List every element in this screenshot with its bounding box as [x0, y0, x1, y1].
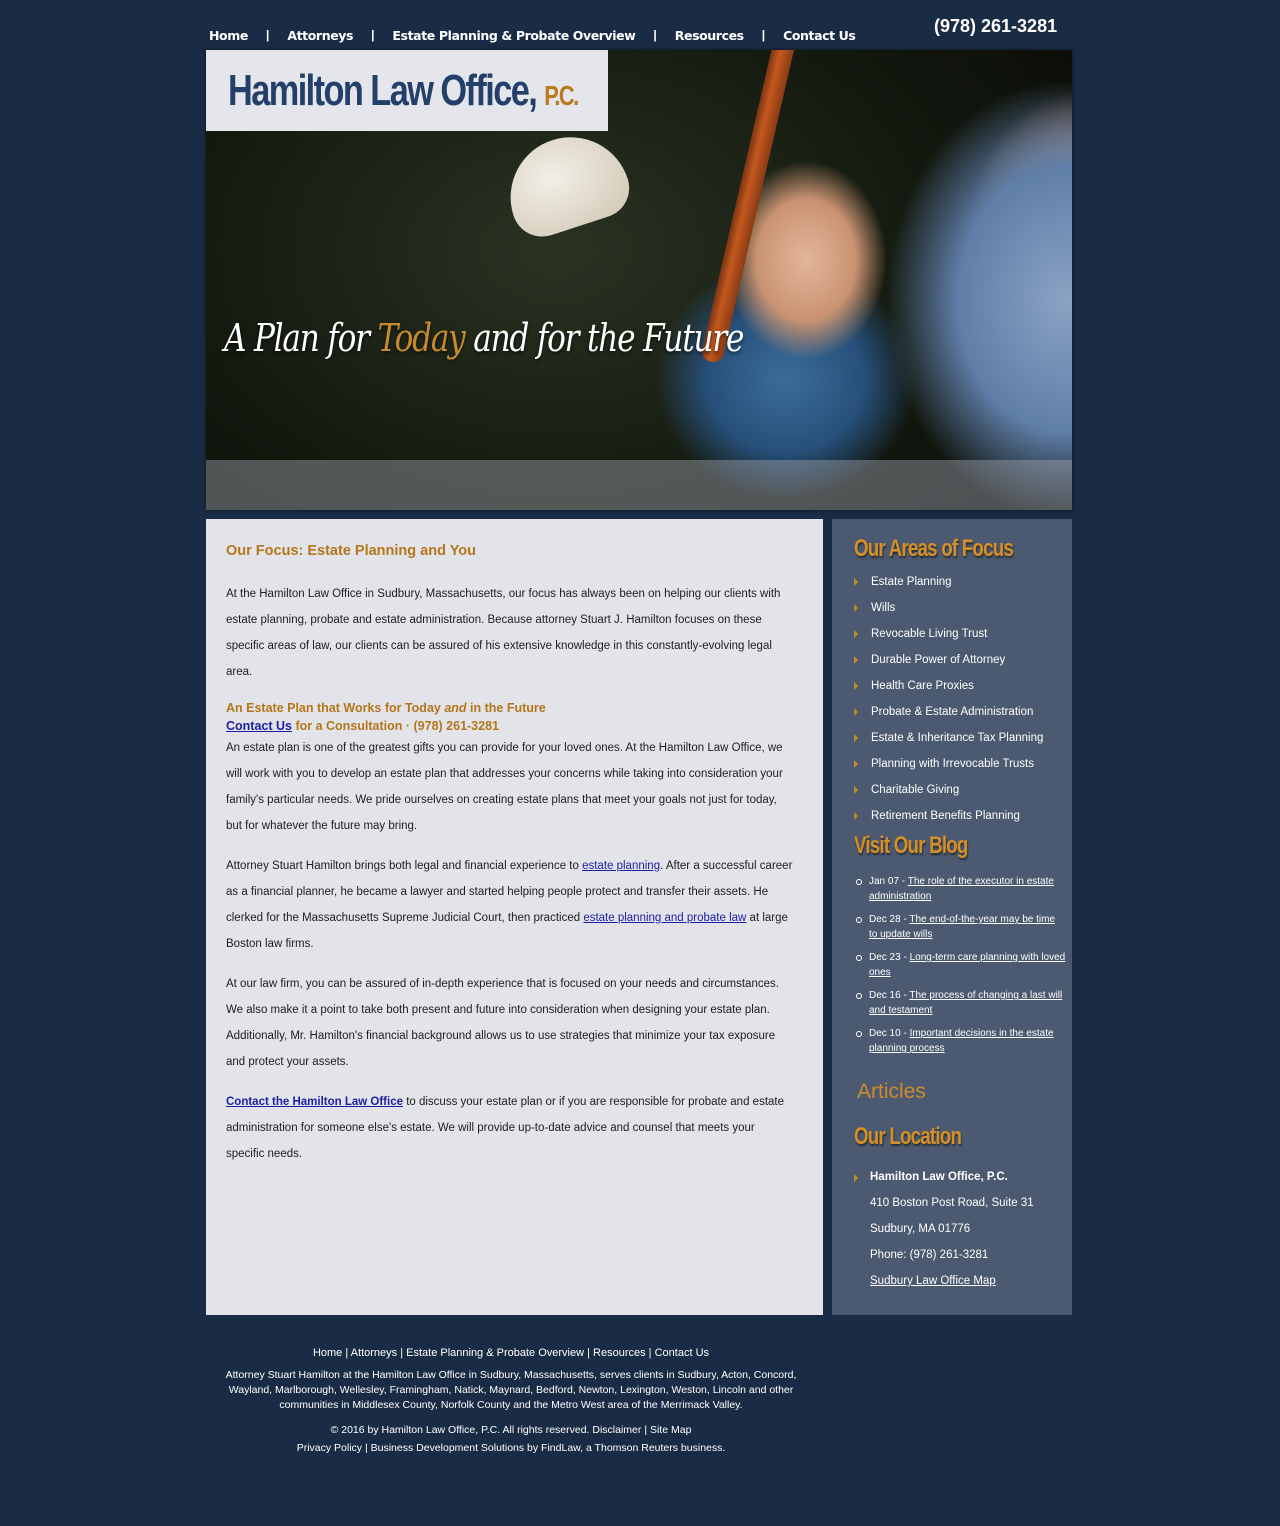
- heading-emphasis: and: [444, 701, 467, 715]
- nav-separator: |: [653, 28, 657, 42]
- nav-separator: |: [761, 28, 766, 42]
- focus-item[interactable]: [854, 783, 1043, 809]
- logo: [228, 66, 578, 116]
- blog-post-link[interactable]: Long-term care planning with loved ones: [869, 952, 1066, 978]
- blog-post-link[interactable]: Important decisions in the estate planning process: [869, 1028, 1054, 1054]
- focus-item[interactable]: [854, 679, 1043, 705]
- tagline-after: and for the Future: [464, 316, 744, 360]
- blog-post-link[interactable]: The role of the executor in estate administration: [869, 876, 1054, 902]
- blog-post-link[interactable]: The end-of-the-year may be time to update wills: [869, 914, 1056, 940]
- nav-separator: |: [265, 28, 270, 42]
- arrow-icon: [854, 1174, 858, 1182]
- focus-item-label: Revocable Living Trust: [871, 628, 988, 640]
- focus-item[interactable]: [854, 653, 1043, 679]
- focus-item-label: Retirement Benefits Planning: [871, 810, 1020, 822]
- focus-item-label: Durable Power of Attorney: [871, 654, 1006, 666]
- tagline-before: A Plan for: [224, 316, 378, 360]
- focus-item-label: Planning with Irrevocable Trusts: [871, 758, 1034, 770]
- focus-title: Our Areas of Focus: [854, 535, 1013, 562]
- circle-bullet-icon: [856, 917, 862, 923]
- focus-item-label: Estate & Inheritance Tax Planning: [871, 732, 1044, 744]
- location-title: Our Location: [854, 1123, 962, 1150]
- arrow-icon: [854, 786, 858, 794]
- nav-contact[interactable]: Contact Us: [783, 27, 856, 43]
- intro-paragraph: At the Hamilton Law Office in Sudbury, Massachusetts, our focus has always been on helping our clients with estate planning, probate and estate administration. Because attorney Stuart J. Hamilton focuses on these specific areas of law, our clients can be assured of his extensive knowledge in this constantly-evolving legal area.: [226, 588, 781, 678]
- heading-part: An Estate Plan that Works for Today: [226, 701, 445, 715]
- blog-post: [856, 874, 1066, 904]
- text-part: at large Boston law firms.: [226, 912, 788, 950]
- blog-post: [856, 988, 1066, 1018]
- blog-post: [856, 912, 1066, 942]
- consult-text: for a Consultation · (978) 261-3281: [291, 719, 499, 733]
- hero-banner: [206, 50, 1072, 510]
- footer-privacy-link[interactable]: Privacy Policy: [296, 1442, 363, 1454]
- header-phone: (978) 261-3281: [934, 16, 1058, 36]
- blog-title: Visit Our Blog: [854, 832, 968, 859]
- focus-list: [854, 575, 1043, 835]
- arrow-icon: [854, 812, 858, 820]
- focus-item[interactable]: [854, 601, 1043, 627]
- focus-item[interactable]: [854, 705, 1043, 731]
- focus-item[interactable]: [854, 731, 1043, 757]
- estate-plan-paragraph: An estate plan is one of the greatest gifts you can provide for your loved ones. At the Hamilton Law Office, we will work with you to develop an estate plan that addresses your concerns while taking into consideration your family's particular needs. We pride ourselves on creating estate plans that meet your goals not just for today, but for whatever the future may bring.: [226, 742, 783, 832]
- blog-date: Jan 07 -: [869, 876, 908, 887]
- articles-link[interactable]: Articles: [857, 1080, 926, 1103]
- arrow-icon: [854, 656, 858, 664]
- tagline-highlight: Today: [377, 316, 465, 360]
- nav-attorneys[interactable]: Attorneys: [287, 27, 354, 43]
- estate-planning-link[interactable]: estate planning: [582, 860, 661, 872]
- blog-post-link[interactable]: The process of changing a last will and testament: [869, 990, 1063, 1016]
- footer-nav-contact[interactable]: Contact Us: [654, 1347, 710, 1359]
- location-address-2: Sudbury, MA 01776: [870, 1223, 971, 1235]
- nav-separator: |: [371, 28, 375, 42]
- blog-date: Dec 28 -: [869, 914, 910, 925]
- hero-photo-cap: [495, 122, 637, 245]
- focus-item[interactable]: [854, 627, 1043, 653]
- focus-item-label: Health Care Proxies: [871, 680, 974, 692]
- hero-tagline: [224, 316, 743, 360]
- heading-part: in the Future: [466, 701, 546, 715]
- hero-band: [206, 460, 1072, 510]
- footer-nav-resources[interactable]: Resources: [593, 1347, 646, 1359]
- footer-nav: Home | Attorneys | Estate Planning & Probate Overview | Resources | Contact Us: [312, 1347, 710, 1359]
- experience-paragraph: At our law firm, you can be assured of in-depth experience that is focused on your needs and circumstances. We also make it a point to take both present and future into consideration when designing your estate plan. Additionally, Mr. Hamilton's financial background allows us to use strategies that minimize your tax exposure and protect your assets.: [226, 978, 779, 1068]
- footer-description: Attorney Stuart Hamilton at the Hamilton Law Office in Sudbury, Massachusetts, serves clients in Sudbury, Acton, Concord, Wayland, Marlborough, Wellesley, Framingham, Natick, Maynard, Bedford, Newton, Lexington, Weston, Lincoln and other communities in Middlesex County, Norfolk County and the Metro West area of the Merrimack Valley.: [225, 1369, 797, 1411]
- arrow-icon: [854, 630, 858, 638]
- focus-item-label: Estate Planning: [871, 576, 952, 588]
- location-phone: Phone: (978) 261-3281: [870, 1249, 989, 1261]
- logo-box[interactable]: [206, 50, 608, 131]
- focus-item-label: Wills: [871, 602, 896, 614]
- circle-bullet-icon: [856, 993, 862, 999]
- nav-home[interactable]: Home: [209, 27, 248, 43]
- contact-office-link[interactable]: Contact the Hamilton Law Office: [226, 1096, 403, 1108]
- main-content: [206, 519, 823, 1315]
- focus-item-label: Charitable Giving: [871, 784, 960, 796]
- estate-planning-probate-link[interactable]: estate planning and probate law: [583, 912, 747, 924]
- arrow-icon: [854, 578, 858, 586]
- footer-disclaimer-link[interactable]: Disclaimer: [592, 1424, 642, 1436]
- arrow-icon: [854, 708, 858, 716]
- page-title: Our Focus: Estate Planning and You: [226, 543, 477, 559]
- focus-item[interactable]: [854, 757, 1043, 783]
- footer-sitemap-link[interactable]: Site Map: [649, 1424, 692, 1436]
- blog-date: Dec 16 -: [869, 990, 910, 1001]
- sidebar: [832, 519, 1072, 1315]
- footer-privacy-row: Privacy Policy | Business Development Solutions by FindLaw, a Thomson Reuters business.: [296, 1442, 726, 1454]
- footer-nav-home[interactable]: Home: [312, 1347, 343, 1359]
- text-part: to discuss your estate plan or if you are responsible for probate and estate administration for someone else's estate. We will provide up-to-date advice and counsel that meets your specific needs.: [226, 1096, 784, 1160]
- footer-credit: Business Development Solutions by FindLaw, a Thomson Reuters business.: [370, 1442, 726, 1454]
- location-block: [854, 1170, 1034, 1300]
- nav-estate-planning[interactable]: Estate Planning & Probate Overview: [392, 27, 636, 43]
- location-address-1: 410 Boston Post Road, Suite 31: [870, 1197, 1034, 1209]
- footer: [206, 1347, 816, 1457]
- arrow-icon: [854, 604, 858, 612]
- footer-copyright: © 2016 by Hamilton Law Office, P.C. All rights reserved.: [330, 1424, 590, 1436]
- blog-list: [856, 874, 1066, 1064]
- text-part: . After a successful career as a financial planner, he became a lawyer and started helping people protect and transfer their assets. He clerked for the Massachusetts Supreme Judicial Court, then practiced: [226, 860, 793, 924]
- footer-nav-estate-planning[interactable]: Estate Planning & Probate Overview: [406, 1347, 585, 1359]
- contact-paragraph: [226, 1089, 793, 1167]
- attorney-paragraph: [226, 853, 793, 957]
- blog-post: [856, 1026, 1066, 1056]
- arrow-icon: [854, 682, 858, 690]
- circle-bullet-icon: [856, 879, 862, 885]
- arrow-icon: [854, 734, 858, 742]
- focus-item[interactable]: [854, 575, 1043, 601]
- logo-main: Hamilton Law Office,: [228, 66, 537, 115]
- circle-bullet-icon: [856, 955, 862, 961]
- blog-post: [856, 950, 1066, 980]
- top-nav: [209, 26, 855, 44]
- footer-nav-attorneys[interactable]: Attorneys: [350, 1347, 398, 1359]
- nav-resources[interactable]: Resources: [674, 27, 744, 43]
- estate-plan-heading: [226, 699, 793, 735]
- location-name: Hamilton Law Office, P.C.: [870, 1171, 1008, 1183]
- circle-bullet-icon: [856, 1031, 862, 1037]
- arrow-icon: [854, 760, 858, 768]
- blog-date: Dec 10 -: [869, 1028, 910, 1039]
- contact-us-link[interactable]: Contact Us: [226, 719, 292, 733]
- footer-copyright-row: © 2016 by Hamilton Law Office, P.C. All rights reserved. Disclaimer | Site Map: [330, 1424, 692, 1436]
- focus-item-label: Probate & Estate Administration: [871, 706, 1034, 718]
- blog-date: Dec 23 -: [869, 952, 910, 963]
- logo-suffix: P.C.: [544, 80, 578, 111]
- map-link[interactable]: Sudbury Law Office Map: [870, 1275, 996, 1287]
- text-part: Attorney Stuart Hamilton brings both legal and financial experience to: [226, 860, 583, 872]
